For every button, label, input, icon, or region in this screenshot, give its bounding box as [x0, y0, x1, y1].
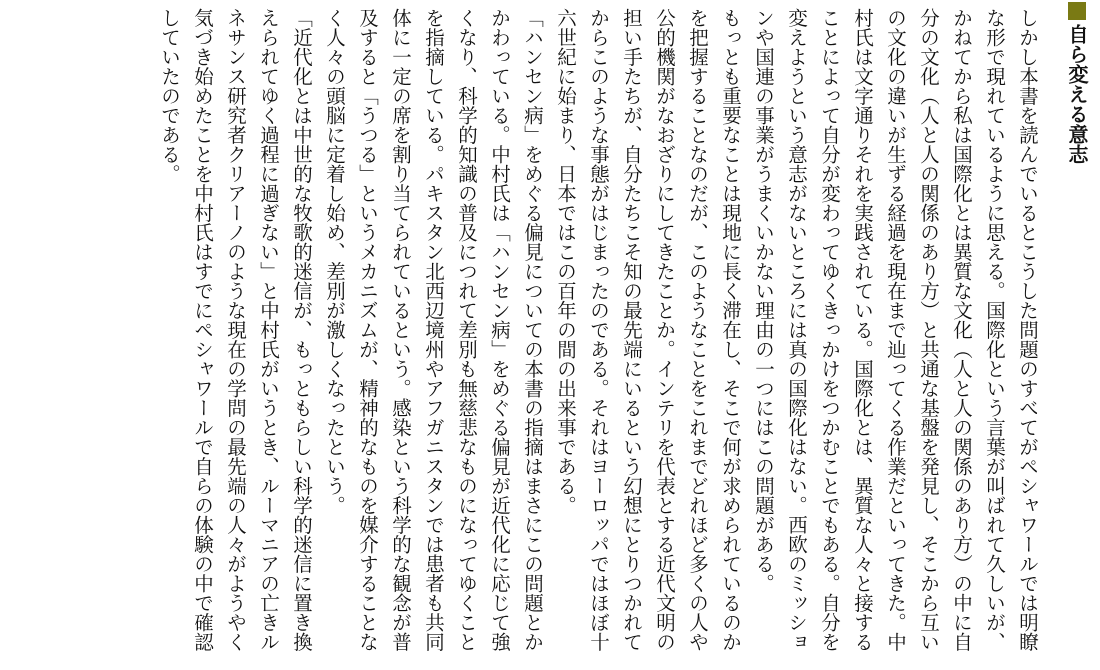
paragraph-1: しかし本書を読んでいるとこうした問題のすべてがペシャワールでは明瞭な形で現れているように思える。国際化という言葉が叫ばれて久しいが、かねてから私は国際化とは異質な文化（人と人の関係のあり方）の中に自分の文化（人と人の関係のあり方）と共通な基盤を発見し、そこから互いの文化の違いが生ずる経過を現在まで辿ってくる作業だといってきた。中村氏は文字通りそれを実践されている。国際化とは、異質な人々と接することによって自分が変わってゆくきっかけをつかむことでもある。自分を変えようという意志がないところには真の国際化はない。西欧のミッションや国連の事業がうまくいかない理由の一つにはこの問題がある。 [752, 8, 1039, 652]
square-bullet-icon [1068, 2, 1086, 20]
paragraph-2: もっとも重要なことは現地に長く滞在し、そこで何が求められているのかを把握することなのだが、このようなことをこれまでどれほど多くの人や公的機関がなおざりにしてきたことか。インテリを代表とする近代文明の担い手たちが、自分たちこそ知の最先端にいるという幻想にとりつかれてからこのような事態がはじまったのである。それはヨーロッパではほぼ十六世紀に始まり、日本ではこの百年の間の出来事である。 [554, 8, 742, 652]
body-text [4, 8, 1044, 663]
paragraph-3: 「ハンセン病」をめぐる偏見についての本書の指摘はまさにこの問題とかかわっている。中村氏は「ハンセン病」をめぐる偏見が近代化に応じて強くなり、科学的知識の普及につれて差別も無慈悲なものになってゆくことを指摘している。パキスタン北西辺境州やアフガニスタンでは患者も共同体に一定の席を割り当てられているという。感染という科学的な観念が普及すると「うつる」というメカニズムが、精神的なものを媒介することなく人々の頭脳に定着し始め、差別が激しくなったという。 [323, 8, 544, 652]
paragraph-4: 「近代化とは中世的な牧歌的迷信が、もっともらしい科学的迷信に置き換えられてゆく過程に過ぎない」と中村氏がいうとき、ルーマニアの亡きルネサンス研究者クリアーノのような現在の学問の最先端の人々がようやく気づき始めたことを中村氏はすでにペシャワールで自らの体験の中で確認していたのである。 [158, 8, 313, 652]
section-title: 自ら変える意志 [1065, 24, 1089, 164]
section-heading [1060, 2, 1094, 222]
